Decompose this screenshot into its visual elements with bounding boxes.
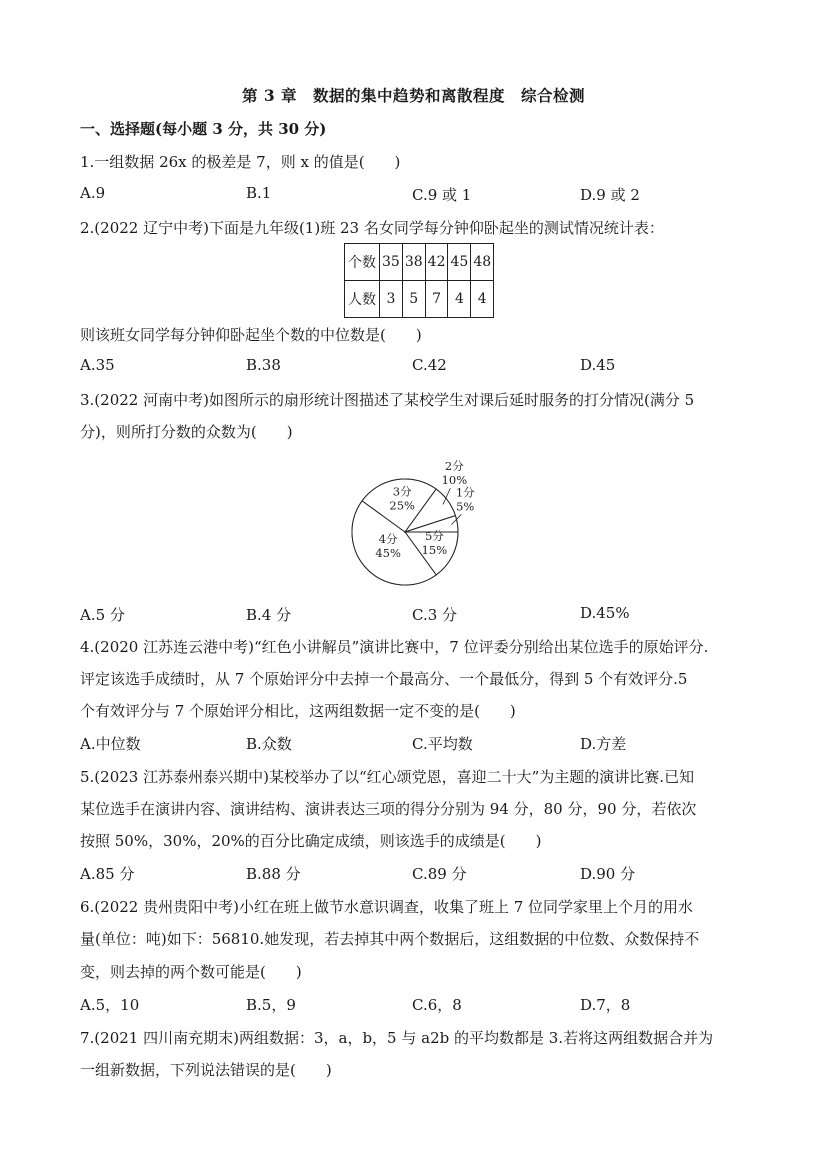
q2-option-a: A.35 (80, 356, 115, 374)
table-cell: 7 (425, 281, 448, 318)
question-4-line-2: 评定该选手成绩时，从 7 个原始评分中去掉一个最高分、一个最低分，得到 5 个有效评分.5 (80, 670, 688, 688)
question-6-line-1: 6.(2022 贵州贵阳中考)小红在班上做节水意识调查，收集了班上 7 位同学家里上个月的用水 (80, 898, 694, 916)
table-cell: 48 (471, 244, 494, 281)
question-3-stem-line-2: 分)，则所打分数的众数为( ) (80, 423, 293, 441)
q4-option-a: A.中位数 (80, 735, 141, 753)
table-cell: 5 (402, 281, 425, 318)
q5-option-a: A.85 分 (80, 865, 135, 883)
q6-option-d: D.7，8 (580, 996, 631, 1014)
q3-option-c: C.3 分 (412, 606, 458, 624)
q2-option-d: D.45 (580, 356, 616, 374)
q5-option-d: D.90 分 (580, 865, 636, 883)
question-5-line-2: 某位选手在演讲内容、演讲结构、演讲表达三项的得分分别为 94 分，80 分，90 分，若依次 (80, 800, 697, 818)
q3-option-a: A.5 分 (80, 606, 125, 624)
q5-option-b: B.88 分 (246, 865, 301, 883)
table-cell: 3 (380, 281, 403, 318)
q6-option-b: B.5，9 (246, 996, 296, 1014)
score-pie-chart (330, 450, 480, 600)
page-title: 第 3 章 数据的集中趋势和离散程度 综合检测 (241, 86, 586, 105)
question-4-line-1: 4.(2020 江苏连云港中考)“红色小讲解员”演讲比赛中，7 位评委分别给出某位选手的原始评分. (80, 638, 709, 656)
table-cell: 42 (425, 244, 448, 281)
table-row (345, 281, 494, 318)
question-4-line-3: 个有效评分与 7 个原始评分相比，这两组数据一定不变的是( ) (80, 702, 516, 720)
q4-option-c: C.平均数 (412, 735, 473, 753)
q1-option-a: A.9 (80, 184, 106, 202)
pie-slice-label: 4分 (378, 531, 398, 546)
pie-slice-percent: 25% (389, 498, 415, 513)
table-cell: 45 (448, 244, 471, 281)
q2-option-c: C.42 (412, 356, 447, 374)
q6-option-c: C.6，8 (412, 996, 462, 1014)
q5-option-c: C.89 分 (412, 865, 467, 883)
pie-slice-label: 5分 (424, 528, 444, 543)
pie-slice-percent: 5% (456, 499, 475, 514)
q3-option-b: B.4 分 (246, 606, 292, 624)
table-cell: 35 (380, 244, 403, 281)
table-cell: 4 (448, 281, 471, 318)
table-row (345, 244, 494, 281)
pie-slice-label: 1分 (455, 485, 475, 500)
pie-slice-percent: 45% (375, 545, 401, 560)
question-3-stem-line-1: 3.(2022 河南中考)如图所示的扇形统计图描述了某校学生对课后延时服务的打分情况(满分 5 (80, 391, 695, 409)
q1-option-d: D.9 或 2 (580, 186, 640, 204)
question-7-line-2: 一组新数据，下列说法错误的是( ) (80, 1061, 332, 1079)
situp-stats-table (344, 243, 494, 318)
question-6-line-2: 量(单位：吨)如下：56810.她发现，若去掉其中两个数据后，这组数据的中位数、众数保持不 (80, 930, 700, 948)
question-2-stem: 2.(2022 辽宁中考)下面是九年级(1)班 23 名女同学每分钟仰卧起坐的测试情况统计表： (80, 219, 664, 237)
q4-option-b: B.众数 (246, 735, 292, 753)
q4-option-d: D.方差 (580, 735, 627, 753)
q6-option-a: A.5，10 (80, 996, 140, 1014)
pie-slice-percent: 10% (441, 473, 468, 488)
pie-slice-label: 3分 (392, 484, 412, 499)
table-cell: 4 (471, 281, 494, 318)
question-5-line-3: 按照 50%，30%，20%的百分比确定成绩，则该选手的成绩是( ) (80, 832, 542, 850)
q1-option-b: B.1 (246, 184, 272, 202)
table-cell: 38 (402, 244, 425, 281)
question-7-line-1: 7.(2021 四川南充期末)两组数据：3，a，b，5 与 a2b 的平均数都是 3.若将这两组数据合并为 (80, 1029, 714, 1047)
pie-slice-label: 2分 (444, 459, 464, 474)
question-2-follow: 则该班女同学每分钟仰卧起坐个数的中位数是( ) (80, 326, 422, 344)
table-cell: 人数 (345, 281, 380, 318)
section-heading: 一、选择题(每小题 3 分，共 30 分) (80, 120, 327, 138)
question-5-line-1: 5.(2023 江苏泰州泰兴期中)某校举办了以“红心颂党恩，喜迎二十大”为主题的演讲比赛.已知 (80, 768, 695, 786)
q2-option-b: B.38 (246, 356, 281, 374)
table-cell: 个数 (345, 244, 380, 281)
q3-option-d: D.45% (580, 604, 630, 622)
question-1-stem: 1.一组数据 26x 的极差是 7，则 x 的值是( ) (80, 153, 401, 171)
q1-option-c: C.9 或 1 (412, 186, 472, 204)
question-6-line-3: 变，则去掉的两个数可能是( ) (80, 963, 302, 981)
pie-slice-percent: 15% (421, 542, 448, 557)
